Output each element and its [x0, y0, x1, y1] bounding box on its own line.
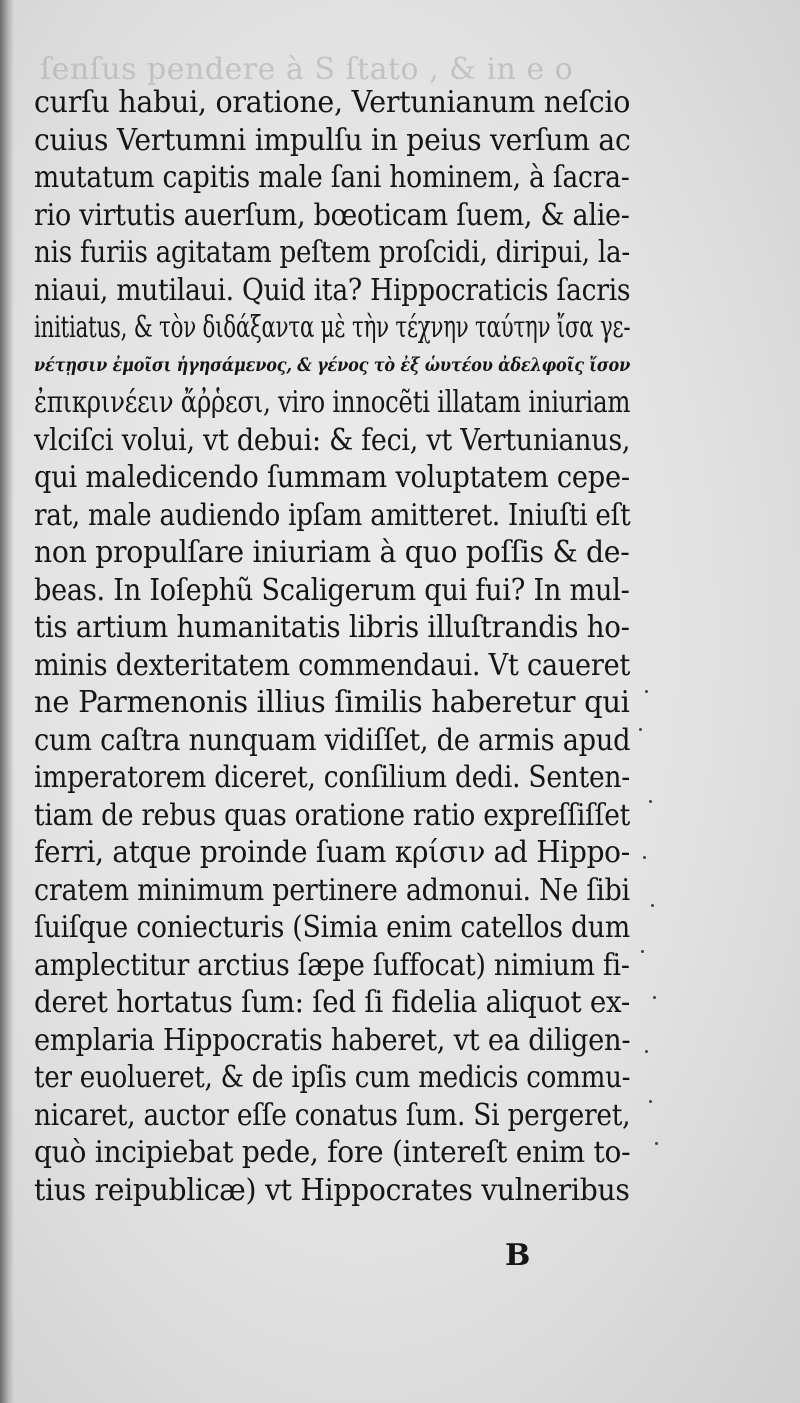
- text-line-26: emplaria Hippocratis haberet, vt ea diligen-: [34, 1022, 631, 1058]
- text-line-20: tiam de rebus quas oratione ratio expreſſiſſet: [34, 797, 631, 833]
- text-line-10: vlciſci volui, vt debui: & feci, vt Vertunianus,: [34, 422, 631, 458]
- text-line-22: cratem minimum pertinere admonui. Ne ſibi: [34, 872, 630, 908]
- text-line-3: mutatum capitis male ſani hominem, à ſacra-: [34, 160, 630, 195]
- text-line-27: ter euolueret, & de ipſis cum medicis commu-: [34, 1060, 631, 1095]
- text-line-18: cum caſtra nunquam vidiſſet, de armis apud: [34, 722, 631, 758]
- text-line-16: minis dexteritatem commendaui. Vt caueret: [34, 647, 631, 683]
- text-line-23: ſuiſque coniecturis (Simia enim catellos dum: [34, 910, 630, 945]
- margin-ink-specks: [635, 680, 665, 1160]
- text-line-8-greek: νέτῃσιν ἐμοῖσι ἡγησάμενος, & γένος τὸ ἐξ ὡυτέου ἀδελφοῖς ἴσον: [34, 353, 631, 376]
- text-line-30: tius reipublicæ) vt Hippocrates vulneribus: [34, 1172, 630, 1208]
- text-line-1: curſu habui, oratione, Vertunianum neſcio: [34, 85, 631, 120]
- text-line-2: cuius Vertumni impulſu in peius verſum ac: [34, 122, 631, 158]
- text-line-28: nicaret, auctor eſſe conatus ſum. Si pergeret,: [34, 1097, 631, 1133]
- text-line-11: qui maledicendo ſummam voluptatem cepe-: [34, 460, 630, 495]
- text-line-4: rio virtutis auerſum, bœoticam ſuem, & alie-: [34, 197, 630, 233]
- text-line-24: amplectitur arctius ſæpe ſuffocat) nimium fi-: [34, 947, 630, 983]
- text-line-14: beas. In Ioſephũ Scaligerum qui fui? In mul-: [34, 572, 630, 608]
- signature-mark: B: [505, 1238, 531, 1273]
- text-line-13: non propulſare iniuriam à quo poſſis & de-: [34, 535, 630, 570]
- bleed-through-text: ſenſus pendere à S ſtato , & in e o: [40, 52, 574, 87]
- text-line-7: initiatus, & τὸν διδάξαντα μὲ τὴν τέχνην ταύτην ἴσα γε-: [34, 310, 631, 345]
- text-line-21: ferri, atque proinde ſuam κρίσιν ad Hippo-: [34, 835, 630, 870]
- text-line-17: ne Parmenonis illius ſimilis haberetur qui: [34, 685, 630, 720]
- text-line-19: imperatorem diceret, conſilium dedi. Senten-: [34, 760, 630, 795]
- body-text: [34, 84, 634, 1209]
- text-line-12: rat, male audiendo ipſam amitteret. Iniuſti eſt: [34, 497, 631, 533]
- text-line-6: niaui, mutilaui. Quid ita? Hippocraticis ſacris: [34, 272, 631, 308]
- text-line-9: ἐπικρινέειν ἄῤῥεσι, viro innocẽti illatam iniuriam: [34, 385, 631, 420]
- text-line-29: quò incipiebat pede, fore (intereſt enim to-: [34, 1135, 631, 1170]
- text-line-5: nis furiis agitatam peſtem proſcidi, diripui, la-: [34, 235, 630, 270]
- text-line-15: tis artium humanitatis libris illuſtrandis ho-: [34, 610, 630, 645]
- page-gutter-shadow: [0, 0, 14, 1403]
- text-line-25: deret hortatus ſum: ſed ſi fidelia aliquot ex-: [34, 985, 630, 1020]
